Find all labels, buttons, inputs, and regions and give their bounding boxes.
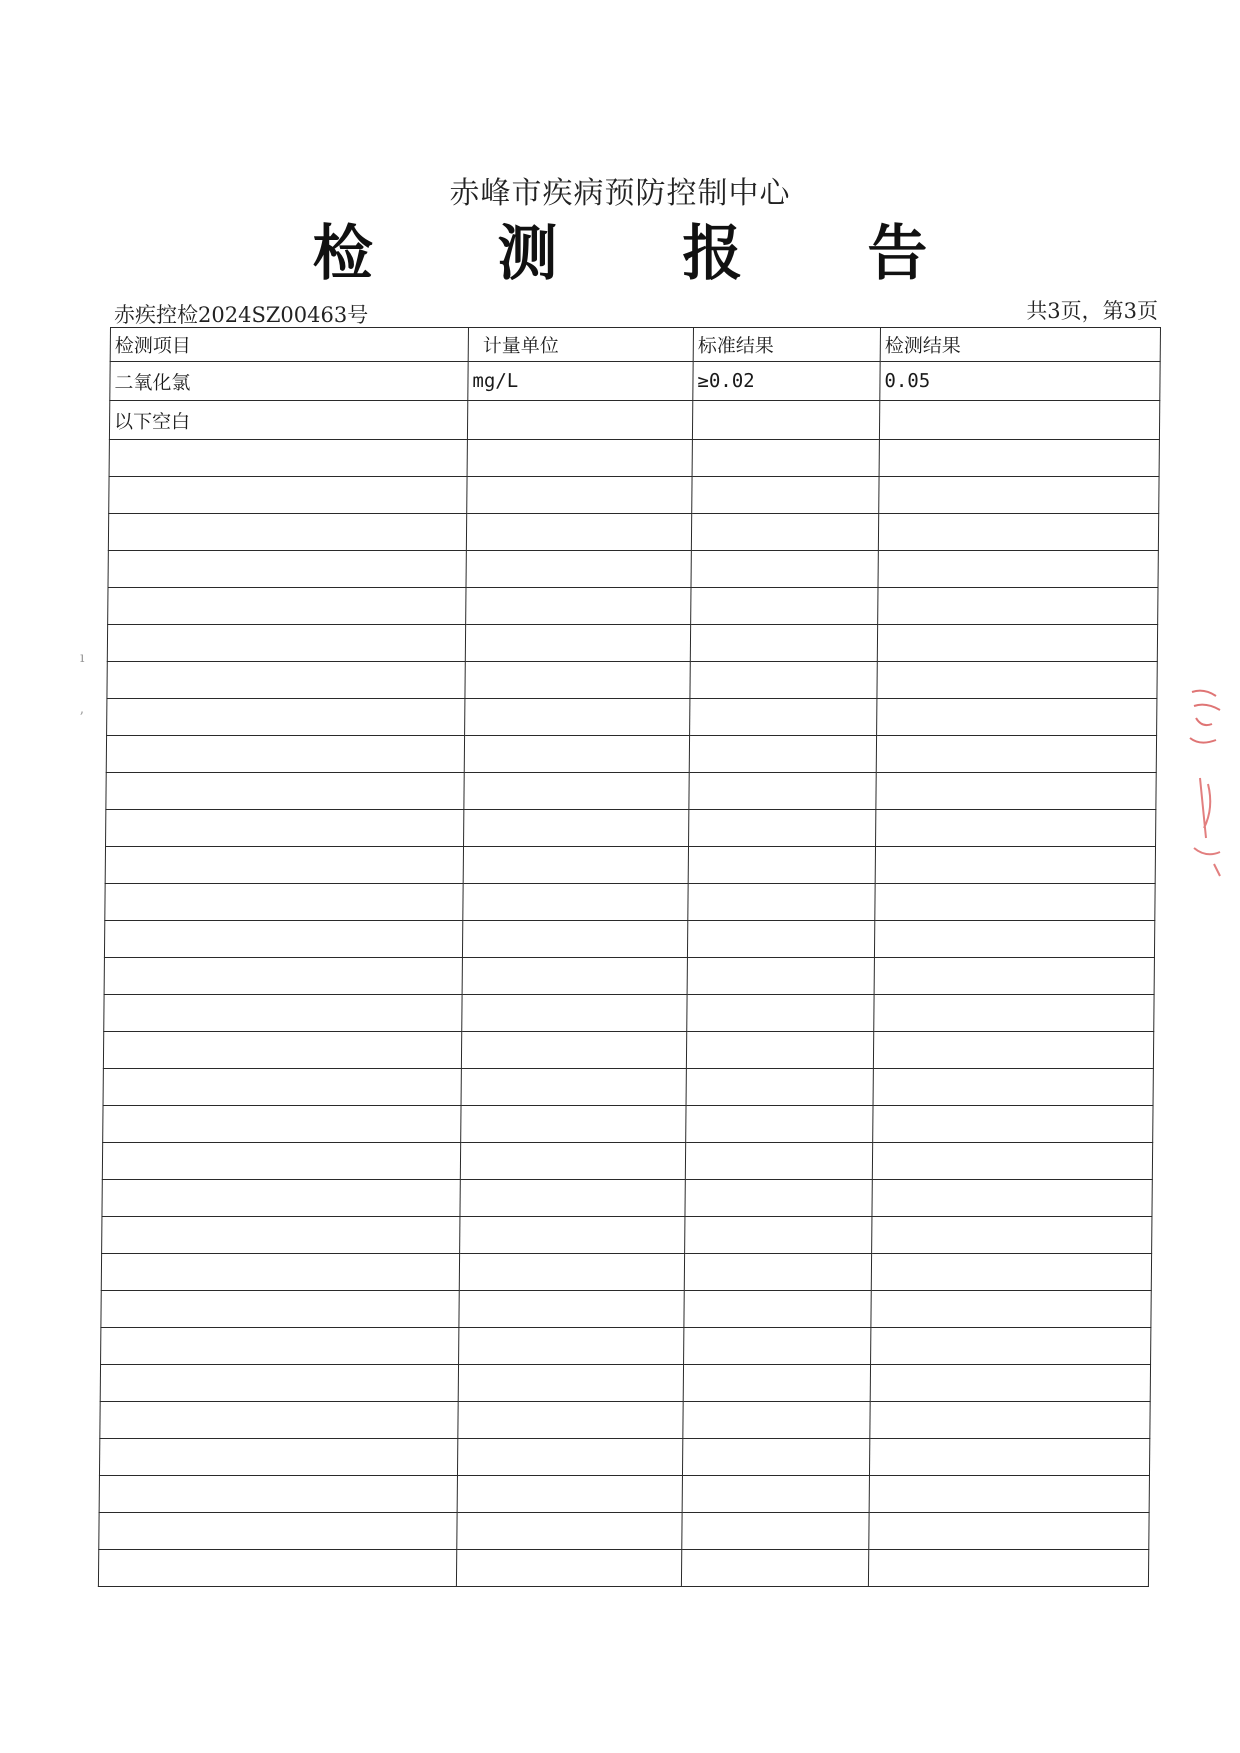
- empty-cell: [462, 995, 687, 1032]
- table-row-empty: [109, 477, 1159, 514]
- header-unit: 计量单位: [468, 328, 693, 362]
- empty-cell: [464, 810, 689, 847]
- empty-cell: [462, 958, 687, 995]
- empty-cell: [99, 1476, 457, 1513]
- cell-standard: ≥0.02: [693, 362, 880, 401]
- empty-cell: [877, 662, 1157, 699]
- empty-cell: [107, 699, 465, 736]
- empty-cell: [686, 1106, 873, 1143]
- table-row-empty: [103, 1106, 1153, 1143]
- organization-name: 赤峰市疾病预防控制中心: [449, 176, 791, 211]
- empty-cell: [873, 1069, 1153, 1106]
- empty-cell: [684, 1328, 871, 1365]
- empty-cell: [104, 921, 462, 958]
- empty-cell: [869, 1439, 1149, 1476]
- empty-cell: [100, 1365, 458, 1402]
- empty-cell: [878, 514, 1158, 551]
- empty-cell: [99, 1513, 457, 1550]
- results-table: [98, 327, 1161, 1587]
- empty-cell: [682, 1476, 869, 1513]
- empty-cell: [687, 921, 874, 958]
- table-row-empty: [104, 921, 1154, 958]
- empty-cell: [682, 1513, 869, 1550]
- table-row-empty: [109, 440, 1159, 477]
- table-row-empty: [104, 958, 1154, 995]
- empty-cell: [98, 1550, 456, 1587]
- header-result: 检测结果: [880, 328, 1160, 362]
- empty-cell: [108, 588, 466, 625]
- table-row: [109, 401, 1159, 440]
- table-row-empty: [107, 699, 1157, 736]
- empty-cell: [691, 514, 878, 551]
- empty-cell: [878, 551, 1158, 588]
- empty-cell: [460, 1143, 685, 1180]
- empty-cell: [102, 1217, 460, 1254]
- table-row-empty: [101, 1328, 1151, 1365]
- table-row-empty: [106, 810, 1156, 847]
- empty-cell: [109, 477, 467, 514]
- empty-cell: [107, 662, 465, 699]
- empty-cell: [872, 1180, 1152, 1217]
- table-row-empty: [105, 884, 1155, 921]
- table-row-empty: [108, 514, 1158, 551]
- empty-cell: [690, 625, 877, 662]
- empty-cell: [102, 1180, 460, 1217]
- table-row-empty: [107, 662, 1157, 699]
- empty-cell: [459, 1328, 684, 1365]
- empty-cell: [871, 1328, 1151, 1365]
- empty-cell: [689, 810, 876, 847]
- empty-cell: [464, 736, 689, 773]
- table-row-empty: [100, 1402, 1150, 1439]
- seal-stroke: [1190, 691, 1220, 743]
- empty-cell: [687, 995, 874, 1032]
- empty-cell: [685, 1143, 872, 1180]
- empty-cell: [869, 1476, 1149, 1513]
- empty-cell: [465, 662, 690, 699]
- empty-cell: [105, 884, 463, 921]
- empty-cell: [692, 440, 879, 477]
- empty-cell: [459, 1291, 684, 1328]
- table-row-empty: [105, 847, 1155, 884]
- empty-cell: [105, 847, 463, 884]
- cell-unit: mg/L: [468, 362, 693, 401]
- empty-cell: [685, 1217, 872, 1254]
- empty-cell: [100, 1402, 458, 1439]
- results-table-container: [98, 327, 1160, 1587]
- table-row-empty: [101, 1291, 1151, 1328]
- table-row-empty: [100, 1365, 1150, 1402]
- empty-cell: [458, 1402, 683, 1439]
- scan-artifact: ı: [80, 650, 85, 666]
- empty-cell: [108, 514, 466, 551]
- table-row-empty: [107, 625, 1157, 662]
- table-row-empty: [108, 588, 1158, 625]
- empty-cell: [687, 958, 874, 995]
- table-row-empty: [102, 1180, 1152, 1217]
- empty-cell: [106, 773, 464, 810]
- empty-cell: [107, 625, 465, 662]
- empty-cell: [874, 995, 1154, 1032]
- header-test-item: 检测项目: [110, 328, 468, 362]
- empty-cell: [104, 995, 462, 1032]
- empty-cell: [104, 958, 462, 995]
- table-row-empty: [102, 1217, 1152, 1254]
- empty-cell: [109, 440, 467, 477]
- table-row-empty: [102, 1143, 1152, 1180]
- empty-cell: [873, 1032, 1153, 1069]
- cell-test-item: 二氧化氯: [110, 362, 468, 401]
- empty-cell: [101, 1328, 459, 1365]
- empty-cell: [466, 514, 691, 551]
- empty-cell: [686, 1032, 873, 1069]
- cell-result: 0.05: [880, 362, 1160, 401]
- empty-cell: [99, 1439, 457, 1476]
- report-number: 赤疾控检2024SZ00463号: [114, 303, 369, 327]
- empty-cell: [457, 1513, 682, 1550]
- empty-cell: [681, 1550, 868, 1587]
- empty-cell: [686, 1069, 873, 1106]
- empty-cell: [875, 884, 1155, 921]
- empty-cell: [461, 1032, 686, 1069]
- empty-cell: [688, 884, 875, 921]
- empty-cell: [108, 551, 466, 588]
- empty-cell: [879, 440, 1159, 477]
- table-row-empty: [108, 551, 1158, 588]
- empty-cell: [101, 1254, 459, 1291]
- empty-cell: [102, 1143, 460, 1180]
- empty-cell: [467, 477, 692, 514]
- empty-cell: [457, 1476, 682, 1513]
- page-info: 共3页，第3页: [1026, 299, 1158, 323]
- empty-cell: [690, 662, 877, 699]
- empty-cell: [869, 1513, 1149, 1550]
- empty-cell: [459, 1254, 684, 1291]
- empty-cell: [871, 1254, 1151, 1291]
- table-row-empty: [99, 1476, 1149, 1513]
- table-header-row: [110, 328, 1160, 362]
- cell-result: [879, 401, 1159, 440]
- empty-cell: [879, 477, 1159, 514]
- empty-cell: [463, 884, 688, 921]
- empty-cell: [874, 921, 1154, 958]
- empty-cell: [872, 1143, 1152, 1180]
- empty-cell: [688, 847, 875, 884]
- empty-cell: [872, 1217, 1152, 1254]
- empty-cell: [467, 440, 692, 477]
- cell-standard: [692, 401, 879, 440]
- empty-cell: [877, 625, 1157, 662]
- empty-cell: [878, 588, 1158, 625]
- empty-cell: [870, 1365, 1150, 1402]
- empty-cell: [465, 625, 690, 662]
- empty-cell: [103, 1032, 461, 1069]
- empty-cell: [465, 699, 690, 736]
- empty-cell: [691, 588, 878, 625]
- table-row-empty: [99, 1513, 1149, 1550]
- empty-cell: [463, 847, 688, 884]
- empty-cell: [874, 958, 1154, 995]
- header-standard: 标准结果: [693, 328, 880, 362]
- empty-cell: [101, 1291, 459, 1328]
- empty-cell: [690, 699, 877, 736]
- table-row: [110, 362, 1160, 401]
- empty-cell: [876, 773, 1156, 810]
- empty-cell: [103, 1106, 461, 1143]
- table-row-empty: [98, 1550, 1148, 1587]
- empty-cell: [870, 1402, 1150, 1439]
- empty-cell: [106, 736, 464, 773]
- empty-cell: [460, 1217, 685, 1254]
- empty-cell: [103, 1069, 461, 1106]
- empty-cell: [691, 551, 878, 588]
- empty-cell: [684, 1291, 871, 1328]
- table-row-empty: [103, 1032, 1153, 1069]
- empty-cell: [685, 1180, 872, 1217]
- empty-cell: [873, 1106, 1153, 1143]
- empty-cell: [876, 736, 1156, 773]
- empty-cell: [466, 551, 691, 588]
- empty-cell: [466, 588, 691, 625]
- empty-cell: [689, 773, 876, 810]
- empty-cell: [461, 1069, 686, 1106]
- empty-cell: [877, 699, 1157, 736]
- empty-cell: [683, 1402, 870, 1439]
- empty-cell: [458, 1365, 683, 1402]
- seal-stamp-fragment: [1186, 688, 1226, 878]
- empty-cell: [106, 810, 464, 847]
- scan-artifact: ʼ: [79, 710, 84, 726]
- empty-cell: [875, 847, 1155, 884]
- table-row-empty: [99, 1439, 1149, 1476]
- empty-cell: [689, 736, 876, 773]
- empty-cell: [868, 1550, 1148, 1587]
- cell-unit: [467, 401, 692, 440]
- table-row-empty: [106, 773, 1156, 810]
- empty-cell: [462, 921, 687, 958]
- document-title: 检 测 报 告: [312, 219, 980, 289]
- empty-cell: [684, 1254, 871, 1291]
- empty-cell: [682, 1439, 869, 1476]
- table-row-empty: [104, 995, 1154, 1032]
- empty-cell: [692, 477, 879, 514]
- empty-cell: [464, 773, 689, 810]
- cell-test-item: 以下空白: [109, 401, 467, 440]
- empty-cell: [871, 1291, 1151, 1328]
- empty-cell: [876, 810, 1156, 847]
- empty-cell: [460, 1180, 685, 1217]
- empty-cell: [456, 1550, 681, 1587]
- table-row-empty: [106, 736, 1156, 773]
- empty-cell: [461, 1106, 686, 1143]
- seal-stroke: [1194, 778, 1220, 876]
- table-row-empty: [103, 1069, 1153, 1106]
- table-row-empty: [101, 1254, 1151, 1291]
- empty-cell: [457, 1439, 682, 1476]
- empty-cell: [683, 1365, 870, 1402]
